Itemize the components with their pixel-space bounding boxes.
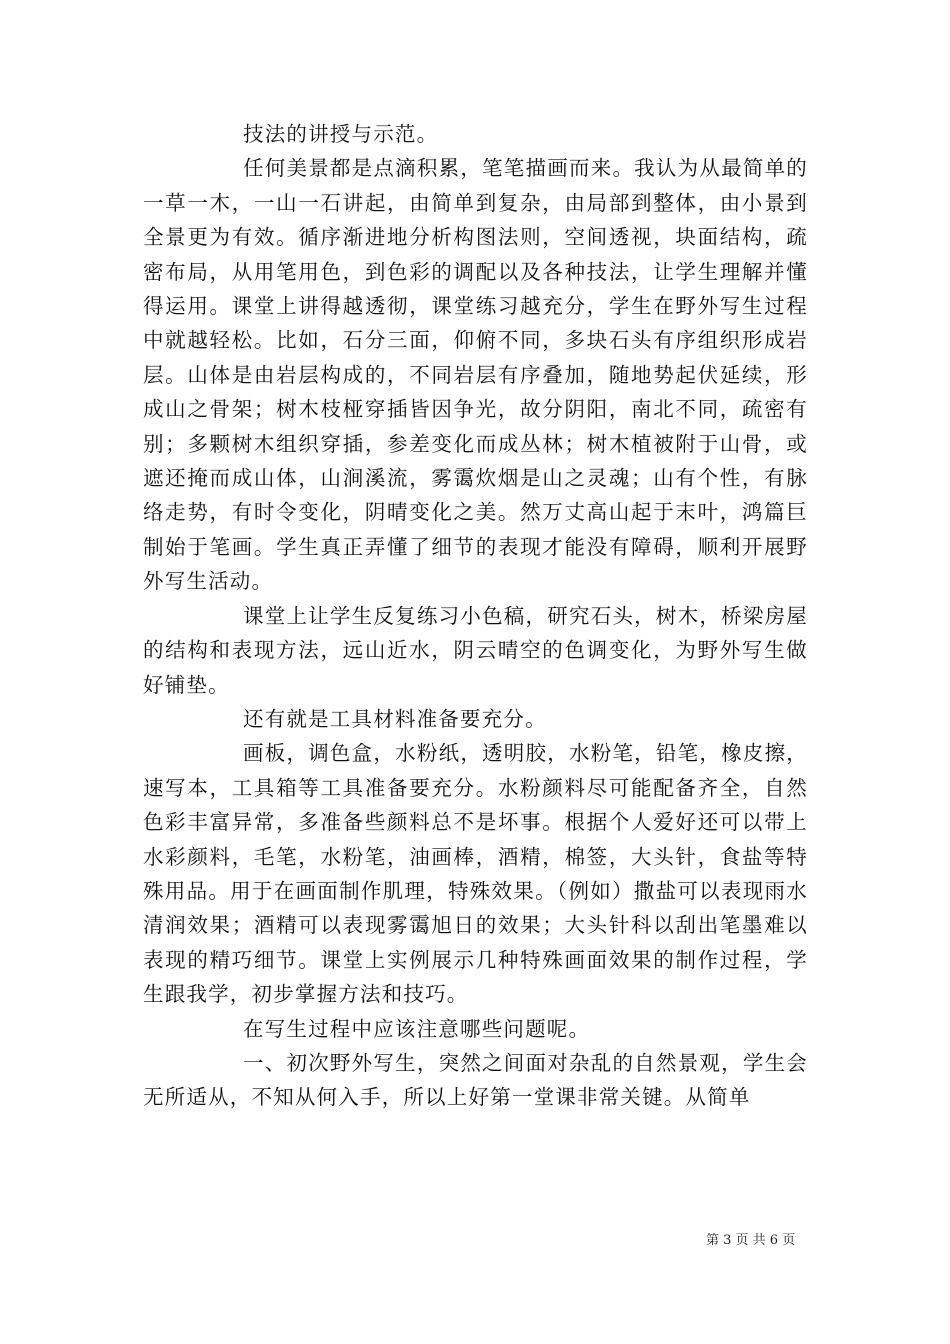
page-number: 第 3 页 共 6 页 [706,1233,796,1248]
paragraph-step-by-step: 任何美景都是点滴积累，笔笔描画而来。我认为从最简单的一草一木，一山一石讲起，由简单到复杂，由局部到整体，由小景到全景更为有效。循序渐进地分析构图法则，空间透视，块面结构，疏密布局，从用笔用色，到色彩的调配以及各种技法，让学生理解并懂得运用。课堂上讲得越透彻，课堂练习越充分，学生在野外写生过程中就越轻松。比如，石分三面，仰俯不同，多块石头有序组织形成岩层。山体是由岩层构成的，不同岩层有序叠加，随地势起伏延续，形成山之骨架；树木枝桠穿插皆因争光，故分阴阳，南北不同，疏密有别；多颗树木组织穿插，参差变化而成丛林；树木植被附于山骨，或遮还掩而成山体，山涧溪流，雾霭炊烟是山之灵魂；山有个性，有脉络走势，有时令变化，阴晴变化之美。然万丈高山起于末叶，鸿篇巨制始于笔画。学生真正弄懂了细节的表现才能没有障碍，顺利开展野外写生活动。 [143,156,808,594]
paragraph-issues-question: 在写生过程中应该注意哪些问题呢。 [243,1016,591,1041]
paragraph-materials-list: 画板，调色盒，水粉纸，透明胶，水粉笔，铅笔，橡皮擦，速写本，工具箱等工具准备要充分。水粉颜料尽可能配备齐全，自然色彩丰富异常，多准备些颜料总不是坏事。根据个人爱好还可以带上水彩颜料，毛笔，水粉笔，油画棒，酒精，棉签，大头针，食盐等特殊用品。用于在画面制作肌理，特殊效果。（例如）撒盐可以表现雨水清润效果；酒精可以表现雾霭旭日的效果；大头针科以刮出笔墨难以表现的精巧细节。课堂上实例展示几种特殊画面效果的制作过程，学生跟我学，初步掌握方法和技巧。 [143,741,808,1007]
paragraph-first-outdoor-sketch: 一、初次野外写生，突然之间面对杂乱的自然景观，学生会无所适从，不知从何入手，所以上好第一堂课非常关键。从简单 [143,1050,808,1110]
paragraph-materials-intro: 还有就是工具材料准备要充分。 [243,706,547,731]
document-body [143,117,808,1115]
paragraph-color-sketch-practice: 课堂上让学生反复练习小色稿，研究石头，树木，桥梁房屋的结构和表现方法，远山近水，阴云晴空的色调变化，为野外写生做好铺垫。 [143,603,808,697]
paragraph-technique-demo: 技法的讲授与示范。 [243,122,439,146]
